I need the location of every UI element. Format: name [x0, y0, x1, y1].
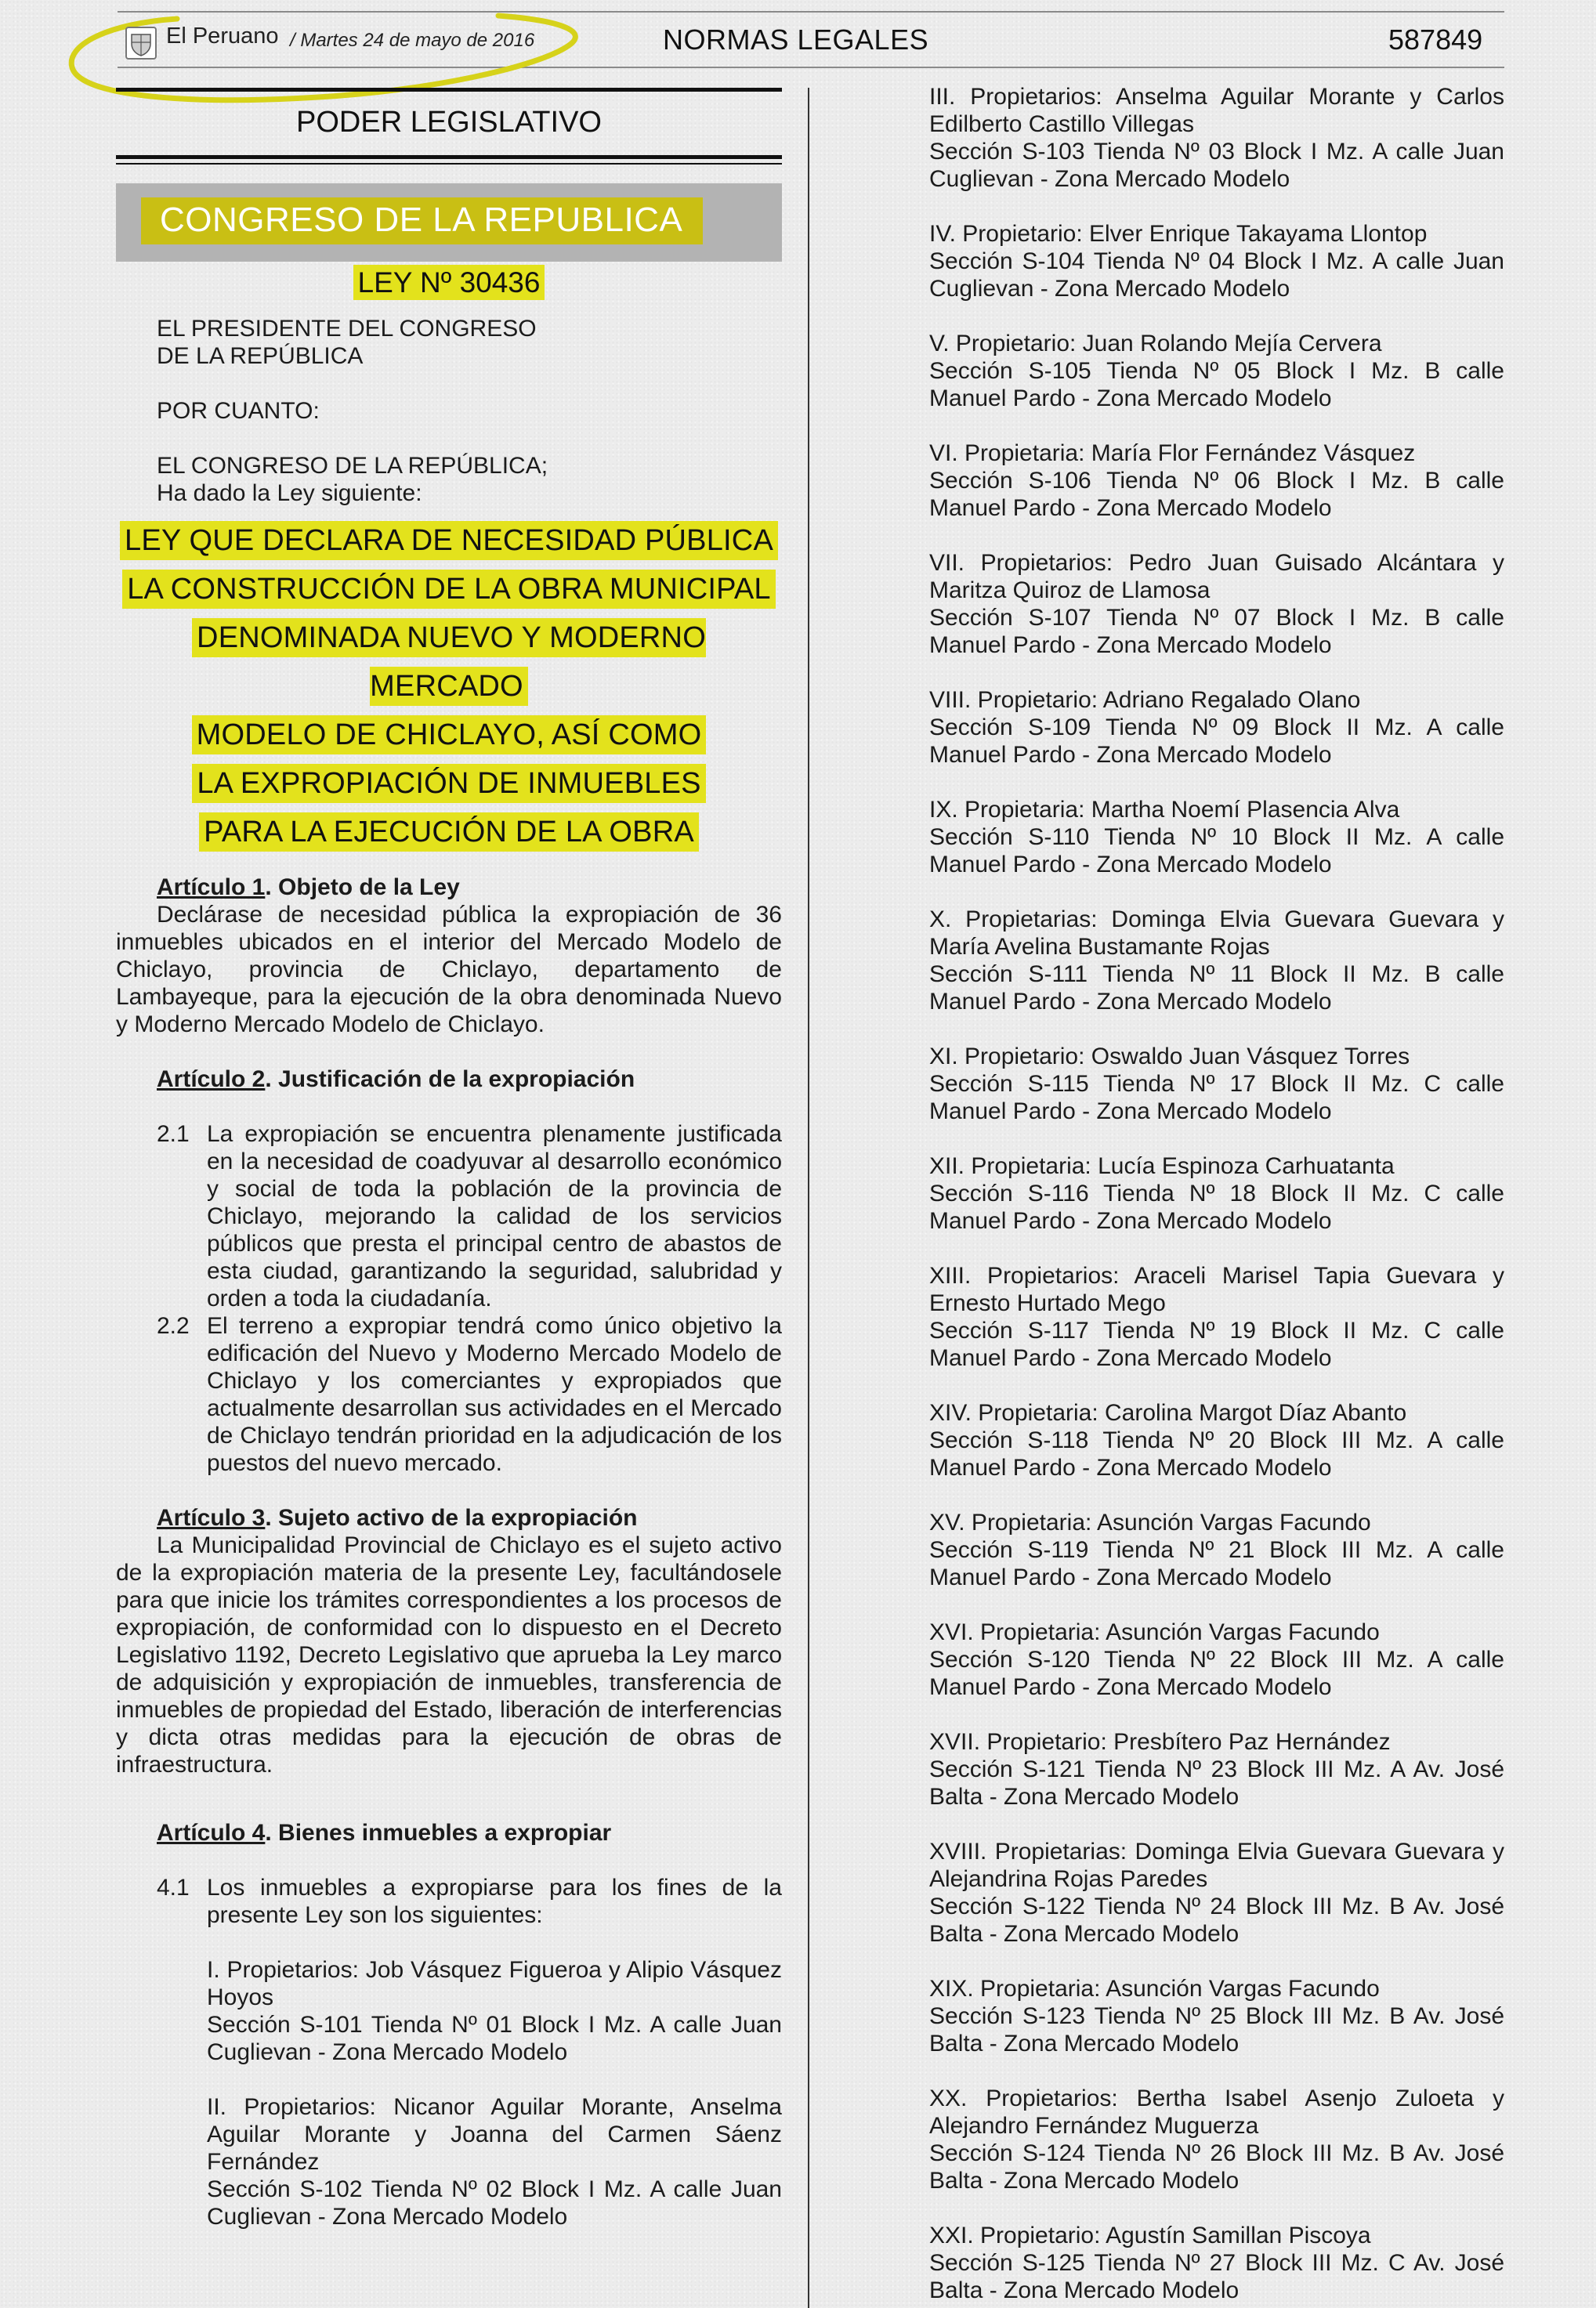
- article-text: Declárase de necesidad pública la expropiación de 36 inmuebles ubicados en el interior del Mercado Modelo de Chiclayo, provincia de Chiclayo, departamento de Lambayeque, para la ejecución de la obra denominada Nuevo y Moderno Mercado Modelo de Chiclayo.: [116, 902, 782, 1037]
- article-2: [116, 1065, 782, 1477]
- rule: [116, 163, 782, 165]
- ley-title-line: DENOMINADA NUEVO Y MODERNO MERCADO: [192, 618, 706, 706]
- owner-title: XVII. Propietario: Presbítero Paz Hernández: [929, 1729, 1391, 1755]
- congreso-banner: [116, 183, 782, 262]
- item-number: 2.1: [157, 1121, 190, 1147]
- owner-detail: Sección S-107 Tienda Nº 07 Block I Mz. B calle Manuel Pardo - Zona Mercado Modelo: [929, 605, 1504, 658]
- owner-detail: Sección S-122 Tienda Nº 24 Block III Mz. B Av. José Balta - Zona Mercado Modelo: [929, 1894, 1504, 1947]
- owner-title: XVIII. Propietarias: Dominga Elvia Guevara Guevara y Alejandrina Rojas Paredes: [929, 1839, 1504, 1892]
- owner-title: XV. Propietaria: Asunción Vargas Facundo: [929, 1510, 1371, 1536]
- article-label: Artículo 3: [157, 1505, 266, 1531]
- owner-detail: Sección S-124 Tienda Nº 26 Block III Mz. B Av. José Balta - Zona Mercado Modelo: [929, 2140, 1504, 2194]
- article-title: . Sujeto activo de la expropiación: [265, 1505, 638, 1531]
- owner-entry: [929, 1838, 1504, 1948]
- owner-entry: [929, 220, 1504, 302]
- owner-detail: Sección S-123 Tienda Nº 25 Block III Mz. B Av. José Balta - Zona Mercado Modelo: [929, 2003, 1504, 2057]
- owner-entry: [929, 83, 1504, 193]
- owner-entry: [929, 549, 1504, 659]
- owner-detail: Sección S-104 Tienda Nº 04 Block I Mz. A calle Juan Cuglievan - Zona Mercado Modelo: [929, 248, 1504, 302]
- owner-entry: [929, 1152, 1504, 1235]
- article-label: Artículo 4: [157, 1820, 266, 1846]
- ley-title-line: LA CONSTRUCCIÓN DE LA OBRA MUNICIPAL: [122, 570, 776, 609]
- intro-line: EL PRESIDENTE DEL CONGRESO: [157, 316, 537, 342]
- owner-title: XX. Propietarios: Bertha Isabel Asenjo Zuloeta y Alejandro Fernández Muguerza: [929, 2086, 1504, 2139]
- intro-line: EL CONGRESO DE LA REPÚBLICA;: [157, 453, 548, 479]
- owner-detail: Sección S-115 Tienda Nº 17 Block II Mz. C calle Manuel Pardo - Zona Mercado Modelo: [929, 1071, 1504, 1124]
- intro-line: POR CUANTO:: [157, 398, 320, 424]
- owner-title: III. Propietarios: Anselma Aguilar Morante y Carlos Edilberto Castillo Villegas: [929, 84, 1504, 137]
- numbered-item: [116, 1312, 782, 1477]
- intro-line: Ha dado la Ley siguiente:: [157, 480, 422, 506]
- owner-entry: [929, 1043, 1504, 1125]
- left-column: [116, 88, 782, 2230]
- owner-entry: [929, 330, 1504, 412]
- owner-detail: Sección S-120 Tienda Nº 22 Block III Mz. A calle Manuel Pardo - Zona Mercado Modelo: [929, 1647, 1504, 1700]
- rule: [116, 155, 782, 159]
- numbered-item: [116, 1120, 782, 1312]
- congreso-title: CONGRESO DE LA REPUBLICA: [141, 197, 703, 244]
- owner-title: II. Propietarios: Nicanor Aguilar Morante, Anselma Aguilar Morante y Joanna del Carmen Sáenz Fernández: [207, 2094, 782, 2175]
- owner-detail: Sección S-101 Tienda Nº 01 Block I Mz. A calle Juan Cuglievan - Zona Mercado Modelo: [207, 2012, 782, 2065]
- article-1: [116, 874, 782, 1038]
- owner-entry: [929, 440, 1504, 522]
- owner-title: IV. Propietario: Elver Enrique Takayama Llontop: [929, 221, 1428, 247]
- owner-detail: Sección S-117 Tienda Nº 19 Block II Mz. C calle Manuel Pardo - Zona Mercado Modelo: [929, 1318, 1504, 1371]
- owner-title: XIX. Propietaria: Asunción Vargas Facundo: [929, 1976, 1380, 2002]
- owner-title: XIV. Propietaria: Carolina Margot Díaz Abanto: [929, 1400, 1407, 1426]
- ley-title-line: MODELO DE CHICLAYO, ASÍ COMO: [192, 715, 707, 754]
- ley-title-line: PARA LA EJECUCIÓN DE LA OBRA: [199, 812, 699, 852]
- owner-detail: Sección S-105 Tienda Nº 05 Block I Mz. B calle Manuel Pardo - Zona Mercado Modelo: [929, 358, 1504, 411]
- owner-detail: Sección S-110 Tienda Nº 10 Block II Mz. A calle Manuel Pardo - Zona Mercado Modelo: [929, 824, 1504, 877]
- owner-entry: [929, 1619, 1504, 1701]
- ley-title: [116, 519, 782, 859]
- issue-date: / Martes 24 de mayo de 2016: [290, 30, 535, 51]
- owner-entry: [929, 2085, 1504, 2194]
- owner-entry: [929, 1262, 1504, 1372]
- owner-detail: Sección S-106 Tienda Nº 06 Block I Mz. B calle Manuel Pardo - Zona Mercado Modelo: [929, 468, 1504, 521]
- owner-detail: Sección S-111 Tienda Nº 11 Block II Mz. B calle Manuel Pardo - Zona Mercado Modelo: [929, 961, 1504, 1015]
- owner-title: XII. Propietaria: Lucía Espinoza Carhuatanta: [929, 1153, 1395, 1179]
- coat-of-arms-icon: [124, 25, 158, 61]
- owner-title: VIII. Propietario: Adriano Regalado Olano: [929, 687, 1361, 713]
- branch-title: PODER LEGISLATIVO: [296, 106, 602, 139]
- owner-title: I. Propietarios: Job Vásquez Figueroa y Alipio Vásquez Hoyos: [207, 1957, 782, 2010]
- owner-entry: [929, 796, 1504, 878]
- owner-title: VII. Propietarios: Pedro Juan Guisado Alcántara y Maritza Quiroz de Llamosa: [929, 550, 1504, 603]
- owner-detail: Sección S-102 Tienda Nº 02 Block I Mz. A calle Juan Cuglievan - Zona Mercado Modelo: [207, 2176, 782, 2230]
- article-label: Artículo 2: [157, 1066, 266, 1092]
- intro: [116, 315, 782, 507]
- owner-title: VI. Propietaria: María Flor Fernández Vásquez: [929, 440, 1416, 466]
- owner-entry: [929, 1509, 1504, 1591]
- owner-detail: Sección S-119 Tienda Nº 21 Block III Mz. A calle Manuel Pardo - Zona Mercado Modelo: [929, 1537, 1504, 1590]
- owner-entry: [116, 2093, 782, 2230]
- owner-entry: [929, 906, 1504, 1015]
- owner-title: XIII. Propietarios: Araceli Marisel Tapia Guevara y Ernesto Hurtado Mego: [929, 1263, 1504, 1316]
- article-3: [116, 1504, 782, 1778]
- item-text: Los inmuebles a expropiarse para los fines de la presente Ley son los siguientes:: [207, 1875, 782, 1928]
- owner-entry: [116, 1956, 782, 2066]
- item-number: 4.1: [157, 1875, 190, 1901]
- numbered-item: [116, 1874, 782, 1929]
- owner-detail: Sección S-118 Tienda Nº 20 Block III Mz. A calle Manuel Pardo - Zona Mercado Modelo: [929, 1427, 1504, 1481]
- owner-detail: Sección S-116 Tienda Nº 18 Block II Mz. C calle Manuel Pardo - Zona Mercado Modelo: [929, 1181, 1504, 1234]
- section-title: NORMAS LEGALES: [663, 24, 929, 56]
- owner-title: V. Propietario: Juan Rolando Mejía Cervera: [929, 331, 1382, 356]
- item-number: 2.2: [157, 1313, 190, 1339]
- column-divider: [808, 88, 809, 2308]
- intro-line: DE LA REPÚBLICA: [157, 343, 364, 369]
- owner-title: XXI. Propietario: Agustín Samillan Piscoya: [929, 2223, 1371, 2248]
- ley-number-text: LEY Nº 30436: [353, 265, 545, 300]
- item-text: El terreno a expropiar tendrá como único objetivo la edificación del Nuevo y Moderno Mercado Modelo de Chiclayo y los comerciantes y expropiados que actualmente desarrollan sus actividades en el Mercado de Chiclayo tendrán prioridad en la adjudicación de los puestos del nuevo mercado.: [207, 1313, 782, 1476]
- owner-detail: Sección S-125 Tienda Nº 27 Block III Mz. C Av. José Balta - Zona Mercado Modelo: [929, 2250, 1504, 2303]
- owner-detail: Sección S-103 Tienda Nº 03 Block I Mz. A calle Juan Cuglievan - Zona Mercado Modelo: [929, 139, 1504, 192]
- owner-entry: [929, 1399, 1504, 1481]
- owner-entry: [929, 1975, 1504, 2057]
- page-number: 587849: [1388, 24, 1483, 56]
- owner-title: IX. Propietaria: Martha Noemí Plasencia Alva: [929, 797, 1400, 823]
- owner-entry: [929, 686, 1504, 769]
- article-title: . Objeto de la Ley: [265, 874, 460, 900]
- owner-detail: Sección S-121 Tienda Nº 23 Block III Mz. A Av. José Balta - Zona Mercado Modelo: [929, 1756, 1504, 1810]
- brand-name: El Peruano: [166, 24, 279, 49]
- owner-entry: [929, 2222, 1504, 2304]
- owner-entry: [929, 1728, 1504, 1811]
- article-title: . Justificación de la expropiación: [265, 1066, 635, 1092]
- article-4: [116, 1819, 782, 2230]
- owner-title: XI. Propietario: Oswaldo Juan Vásquez Torres: [929, 1044, 1410, 1069]
- owner-detail: Sección S-109 Tienda Nº 09 Block II Mz. A calle Manuel Pardo - Zona Mercado Modelo: [929, 714, 1504, 768]
- article-label: Artículo 1: [157, 874, 266, 900]
- article-title: . Bienes inmuebles a expropiar: [265, 1820, 612, 1846]
- ley-number: [116, 266, 782, 299]
- owner-title: X. Propietarias: Dominga Elvia Guevara Guevara y María Avelina Bustamante Rojas: [929, 906, 1504, 960]
- ley-title-line: LA EXPROPIACIÓN DE INMUEBLES: [192, 764, 705, 803]
- item-text: La expropiación se encuentra plenamente justificada en la necesidad de coadyuvar al desarrollo económico y social de toda la población de la provincia de Chiclayo, mejorando la calidad de los servicios públicos que presta el principal centro de abastos de esta ciudad, garantizando la seguridad, salubridad y orden a toda la ciudadanía.: [207, 1121, 782, 1311]
- right-column: [929, 83, 1504, 2304]
- ley-title-line: LEY QUE DECLARA DE NECESIDAD PÚBLICA: [120, 521, 778, 560]
- owner-title: XVI. Propietaria: Asunción Vargas Facundo: [929, 1619, 1380, 1645]
- article-text: La Municipalidad Provincial de Chiclayo es el sujeto activo de la expropiación materia de la presente Ley, facultándosele para que inicie los trámites correspondientes a los procesos de expropiación, de conformidad con lo dispuesto en el Decreto Legislativo 1192, Decreto Legislativo que aprueba la Ley marco de adquisición y expropiación de inmuebles, transferencia de inmuebles de propiedad del Estado, liberación de interferencias y dicta otras medidas para la ejecución de obras de infraestructura.: [116, 1532, 782, 1778]
